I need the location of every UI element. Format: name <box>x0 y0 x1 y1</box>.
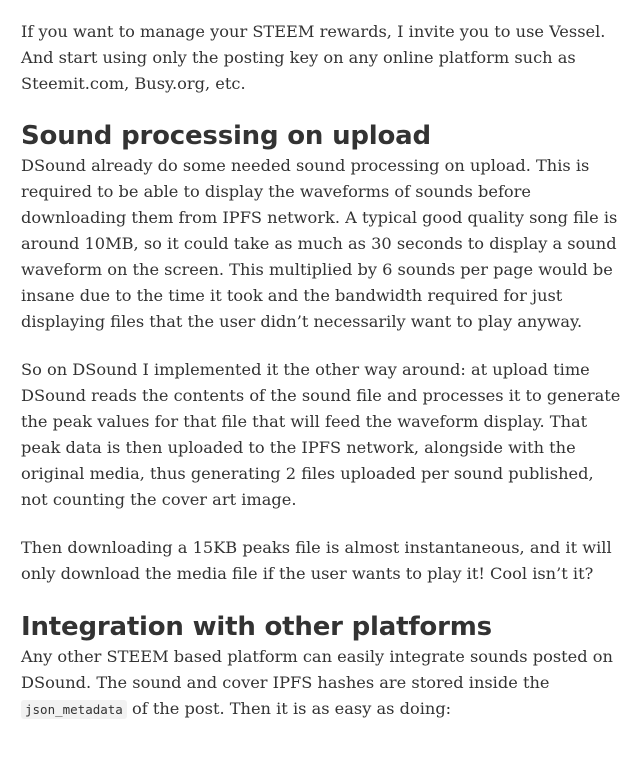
section-heading-sound-processing: Sound processing on upload <box>21 121 431 151</box>
article-body <box>21 19 621 745</box>
intro-paragraph: If you want to manage your STEEM rewards, I invite you to use Vessel. And start using only the posting key on any online platform such as Steemit.com, Busy.org, etc. <box>21 22 606 93</box>
sound-paragraph-1: DSound already do some needed sound processing on upload. This is required to be able to display the waveforms of sounds before downloading them from IPFS network. A typical good quality song file is around 10MB, so it could take as much as 30 seconds to display a sound waveform on the screen. This multiplied by 6 sounds per page would be insane due to the time it took and the bandwidth required for just displaying files that the user didn’t necessarily want to play anyway. <box>21 156 618 331</box>
integration-text-start: Any other STEEM based platform can easily integrate sounds posted on DSound. The sound and cover IPFS hashes are stored inside the <box>21 647 613 692</box>
integration-paragraph <box>21 644 621 723</box>
section-heading-integration: Integration with other platforms <box>21 612 492 642</box>
sound-paragraph-3: Then downloading a 15KB peaks file is almost instantaneous, and it will only download the media file if the user wants to play it! Cool isn’t it? <box>21 538 612 583</box>
integration-text-end: of the post. Then it is as easy as doing: <box>126 699 452 718</box>
sound-paragraph-2: So on DSound I implemented it the other way around: at upload time DSound reads the contents of the sound file and processes it to generate the peak values for that file that will feed the waveform display. That peak data is then uploaded to the IPFS network, alongside with the original media, thus generating 2 files uploaded per sound published, not counting the cover art image. <box>21 360 621 509</box>
json-metadata-code: json_metadata <box>21 700 127 719</box>
